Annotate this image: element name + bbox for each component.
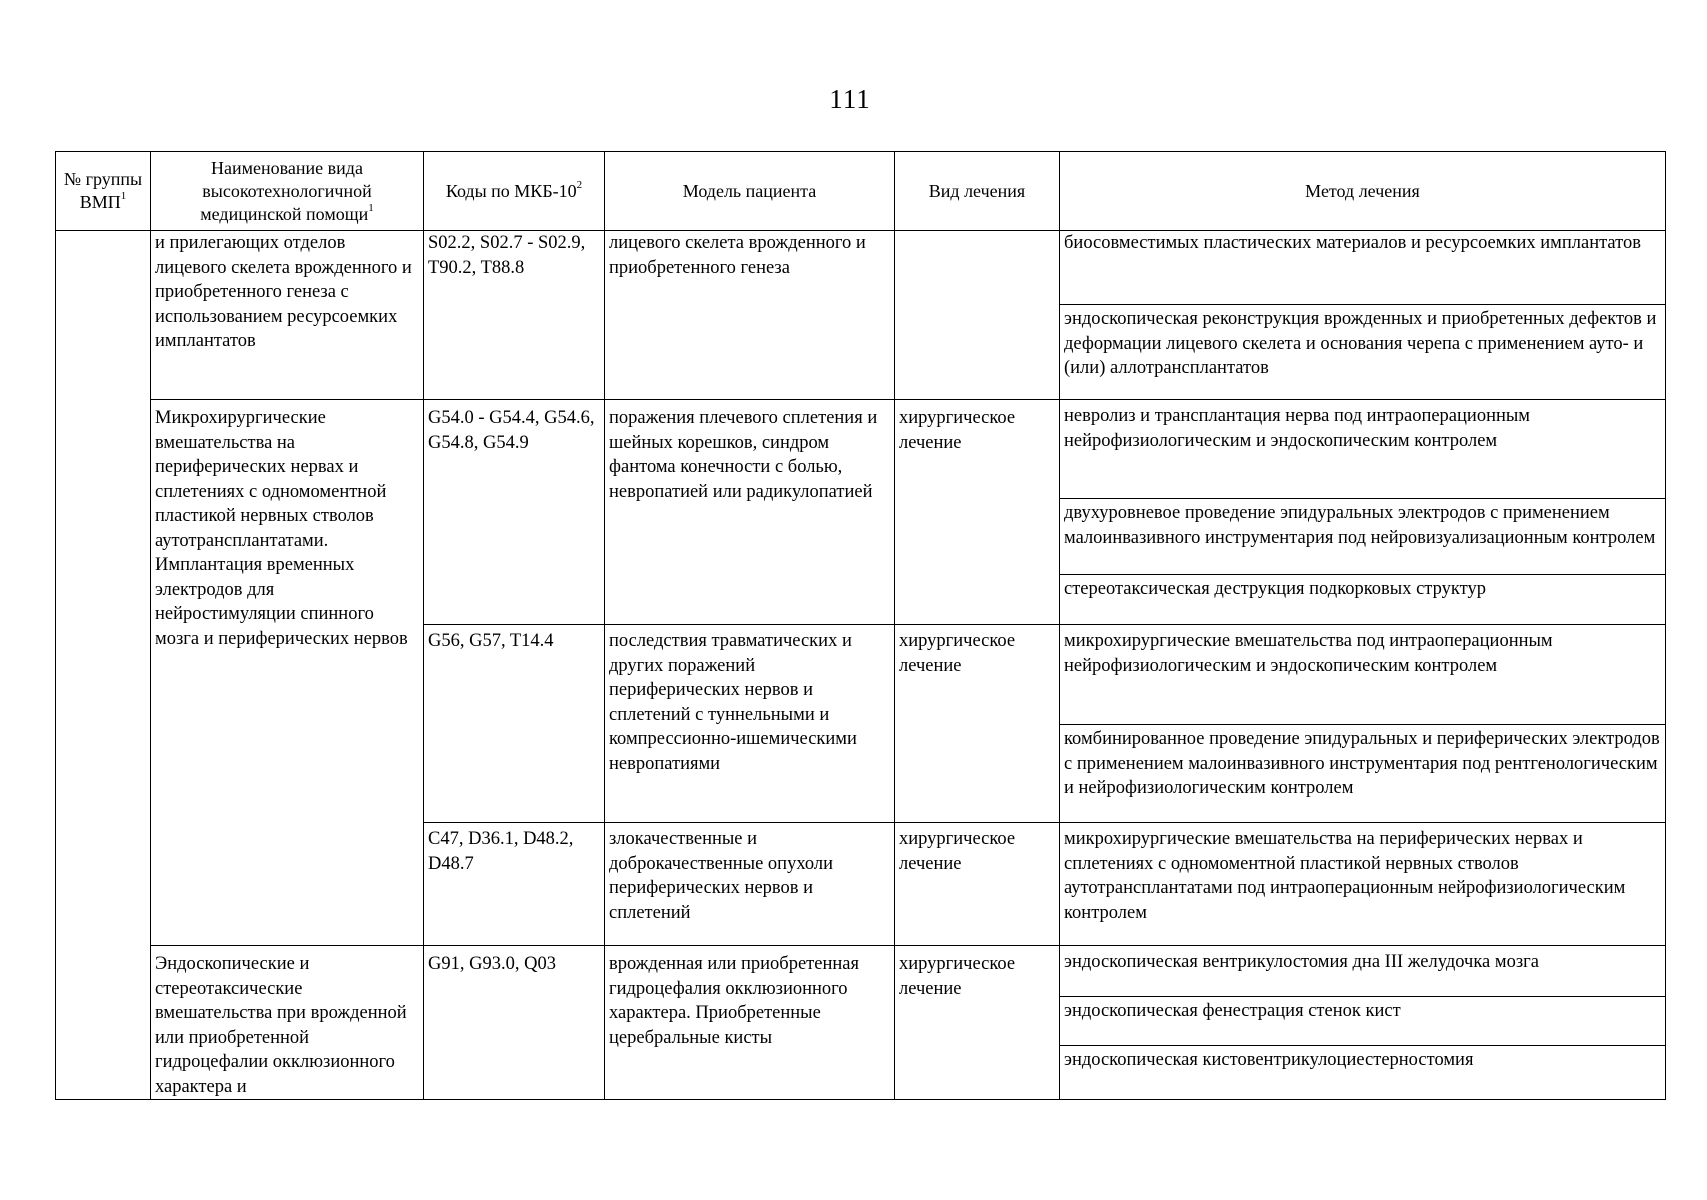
method-item: эндоскопическая вентрикулостомия дна III желудочка мозга (1064, 952, 1539, 972)
patient-model-cell: последствия травматических и других поражений периферических нервов и сплетений с туннельными и компрессионно-ишемическими невропатиями (605, 625, 895, 823)
icd-codes-cell: G54.0 - G54.4, G54.6, G54.8, G54.9 (424, 400, 605, 625)
header-care-type-name: Наименование вида высокотехнологичной медицинской помощи$^1$ (151, 152, 424, 231)
method-item: эндоскопическая кистовентрикулоциестерностомия (1060, 1045, 1665, 1092)
page-number: 111 (829, 84, 871, 114)
treatment-type-cell: хирургическое лечение (895, 625, 1060, 823)
treatment-method-cell (1060, 946, 1666, 1100)
table-row (56, 231, 1666, 400)
table-row (56, 946, 1666, 1100)
treatment-type-cell: хирургическое лечение (895, 400, 1060, 625)
group-number-cell (56, 231, 151, 1100)
method-item: эндоскопическая реконструкция врожденных и приобретенных дефектов и деформации лицевого скелета и основания черепа с применением ауто- и (или) аллотрансплантатов (1060, 304, 1665, 399)
method-item: комбинированное проведение эпидуральных и периферических электродов с применением малоинвазивного инструментария под рентгенологическим и нейрофизиологическим контролем (1060, 724, 1665, 822)
header-treatment-type: Вид лечения (895, 152, 1060, 231)
table-header-row (56, 152, 1666, 231)
method-item: двухуровневое проведение эпидуральных электродов с применением малоинвазивного инструментария под нейровизуализационным контролем (1060, 498, 1665, 574)
header-group-number: № группы ВМП$^1$ (56, 152, 151, 231)
vmp-table (55, 151, 1666, 1100)
method-item: невролиз и трансплантация нерва под интраоперационным нейрофизиологическим и эндоскопическим контролем (1064, 406, 1531, 451)
method-item: стереотаксическая деструкция подкорковых структур (1060, 574, 1665, 624)
icd-codes-cell: G56, G57, T14.4 (424, 625, 605, 823)
icd-codes-cell: S02.2, S02.7 - S02.9, T90.2, T88.8 (424, 231, 605, 400)
treatment-method-cell (1060, 400, 1666, 625)
method-item: микрохирургические вмешательства под интраоперационным нейрофизиологическим и эндоскопическим контролем (1064, 631, 1553, 676)
header-icd-codes: Коды по МКБ-$10^2$ (424, 152, 605, 231)
care-type-name-cell: Микрохирургические вмешательства на периферических нервах и сплетениях с одномоментной пластикой нервных стволов аутотрансплантатами. Имплантация временных электродов для нейростимуляции спинного мозга и периферических нервов (151, 400, 424, 946)
care-type-name-cell: Эндоскопические и стереотаксические вмешательства при врожденной или приобретенной гидроцефалии окклюзионного характера и (151, 946, 424, 1100)
method-item: микрохирургические вмешательства на периферических нервах и сплетениях с одномоментной пластикой нервных стволов аутотрансплантатами под интраоперационным нейрофизиологическим контролем (1064, 829, 1626, 923)
method-item: эндоскопическая фенестрация стенок кист (1060, 996, 1665, 1045)
patient-model-cell: лицевого скелета врожденного и приобретенного генеза (605, 231, 895, 400)
patient-model-cell: злокачественные и доброкачественные опухоли периферических нервов и сплетений (605, 823, 895, 946)
header-patient-model: Модель пациента (605, 152, 895, 231)
treatment-method-cell (1060, 823, 1666, 946)
treatment-method-cell (1060, 231, 1666, 400)
patient-model-cell: поражения плечевого сплетения и шейных корешков, синдром фантома конечности с болью, невропатией или радикулопатией (605, 400, 895, 625)
treatment-type-cell (895, 231, 1060, 400)
table-row (56, 400, 1666, 625)
care-type-name-cell: и прилегающих отделов лицевого скелета врожденного и приобретенного генеза с использованием ресурсоемких имплантатов (151, 231, 424, 400)
treatment-method-cell (1060, 625, 1666, 823)
treatment-type-cell: хирургическое лечение (895, 823, 1060, 946)
method-item: биосовместимых пластических материалов и ресурсоемких имплантатов (1064, 233, 1641, 253)
icd-codes-cell: G91, G93.0, Q03 (424, 946, 605, 1100)
header-treatment-method: Метод лечения (1060, 152, 1666, 231)
patient-model-cell: врожденная или приобретенная гидроцефалия окклюзионного характера. Приобретенные церебральные кисты (605, 946, 895, 1100)
treatment-type-cell: хирургическое лечение (895, 946, 1060, 1100)
icd-codes-cell: C47, D36.1, D48.2, D48.7 (424, 823, 605, 946)
